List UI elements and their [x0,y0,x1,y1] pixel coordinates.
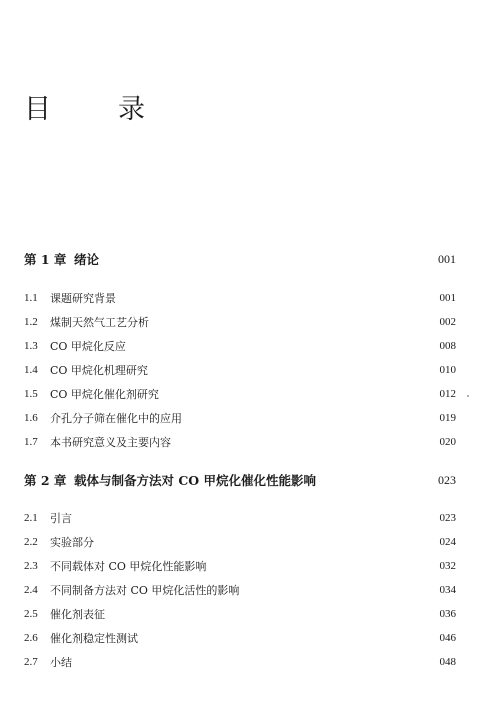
section-number: 2.4 [24,584,38,596]
toc-section-1-6[interactable] [24,410,456,426]
chapter-number: 第 1 章 [24,252,67,267]
section-title: CO 甲烷化反应 [50,340,126,353]
section-number: 2.6 [24,632,38,644]
section-page-number: 036 [439,608,456,620]
toc-section-1-2[interactable] [24,314,456,330]
toc-section-2-1[interactable] [24,510,456,526]
section-page-number: 001 [439,292,456,304]
section-page-number: 012 [439,388,456,400]
chapter-number: 第 2 章 [24,473,67,488]
toc-chapter-1[interactable] [24,250,456,268]
toc-section-2-2[interactable] [24,534,456,550]
section-number: 1.3 [24,340,38,352]
section-title: 课题研究背景 [50,292,116,305]
toc-section-1-7[interactable] [24,434,456,450]
chapter-page-number: 023 [438,472,456,487]
toc-section-2-6[interactable] [24,630,456,646]
section-number: 2.7 [24,656,38,668]
toc-section-1-5[interactable] [24,386,456,402]
section-title: 本书研究意义及主要内容 [50,436,171,449]
toc-section-2-7[interactable] [24,654,456,670]
section-page-number: 010 [439,364,456,376]
section-title: 实验部分 [50,536,94,549]
section-title: 介孔分子筛在催化中的应用 [50,412,182,425]
section-number: 2.3 [24,560,38,572]
toc-section-1-3[interactable] [24,338,456,354]
section-title: 煤制天然气工艺分析 [50,316,149,329]
section-title: 不同制备方法对 CO 甲烷化活性的影响 [50,584,240,597]
section-number: 2.5 [24,608,38,620]
section-number: 1.6 [24,412,38,424]
section-page-number: 020 [439,436,456,448]
section-page-number: 032 [439,560,456,572]
section-title: CO 甲烷化机理研究 [50,364,148,377]
section-title: CO 甲烷化催化剂研究 [50,388,159,401]
section-number: 1.7 [24,436,38,448]
section-page-number: 023 [439,512,456,524]
section-page-number: 019 [439,412,456,424]
section-title: 引言 [50,512,72,525]
section-page-number: 048 [439,656,456,668]
toc-chapter-2[interactable] [24,471,456,489]
section-page-number: 034 [439,584,456,596]
chapter-title: 绪论 [74,252,100,267]
toc-section-2-5[interactable] [24,606,456,622]
scan-speck [467,395,469,397]
section-number: 1.2 [24,316,38,328]
section-number: 1.4 [24,364,38,376]
section-number: 1.1 [24,292,38,304]
toc-section-2-4[interactable] [24,582,456,598]
section-page-number: 046 [439,632,456,644]
section-page-number: 024 [439,536,456,548]
chapter-page-number: 001 [438,251,456,266]
chapter-title: 载体与制备方法对 CO 甲烷化催化性能影响 [74,473,317,488]
page-title: 目 录 [24,94,165,125]
section-page-number: 002 [439,316,456,328]
section-title: 不同载体对 CO 甲烷化性能影响 [50,560,207,573]
section-number: 2.2 [24,536,38,548]
toc-section-1-4[interactable] [24,362,456,378]
section-title: 催化剂表征 [50,608,105,621]
toc-section-1-1[interactable] [24,290,456,306]
section-page-number: 008 [439,340,456,352]
section-title: 催化剂稳定性测试 [50,632,138,645]
section-number: 1.5 [24,388,38,400]
section-number: 2.1 [24,512,38,524]
section-title: 小结 [50,656,72,669]
toc-section-2-3[interactable] [24,558,456,574]
